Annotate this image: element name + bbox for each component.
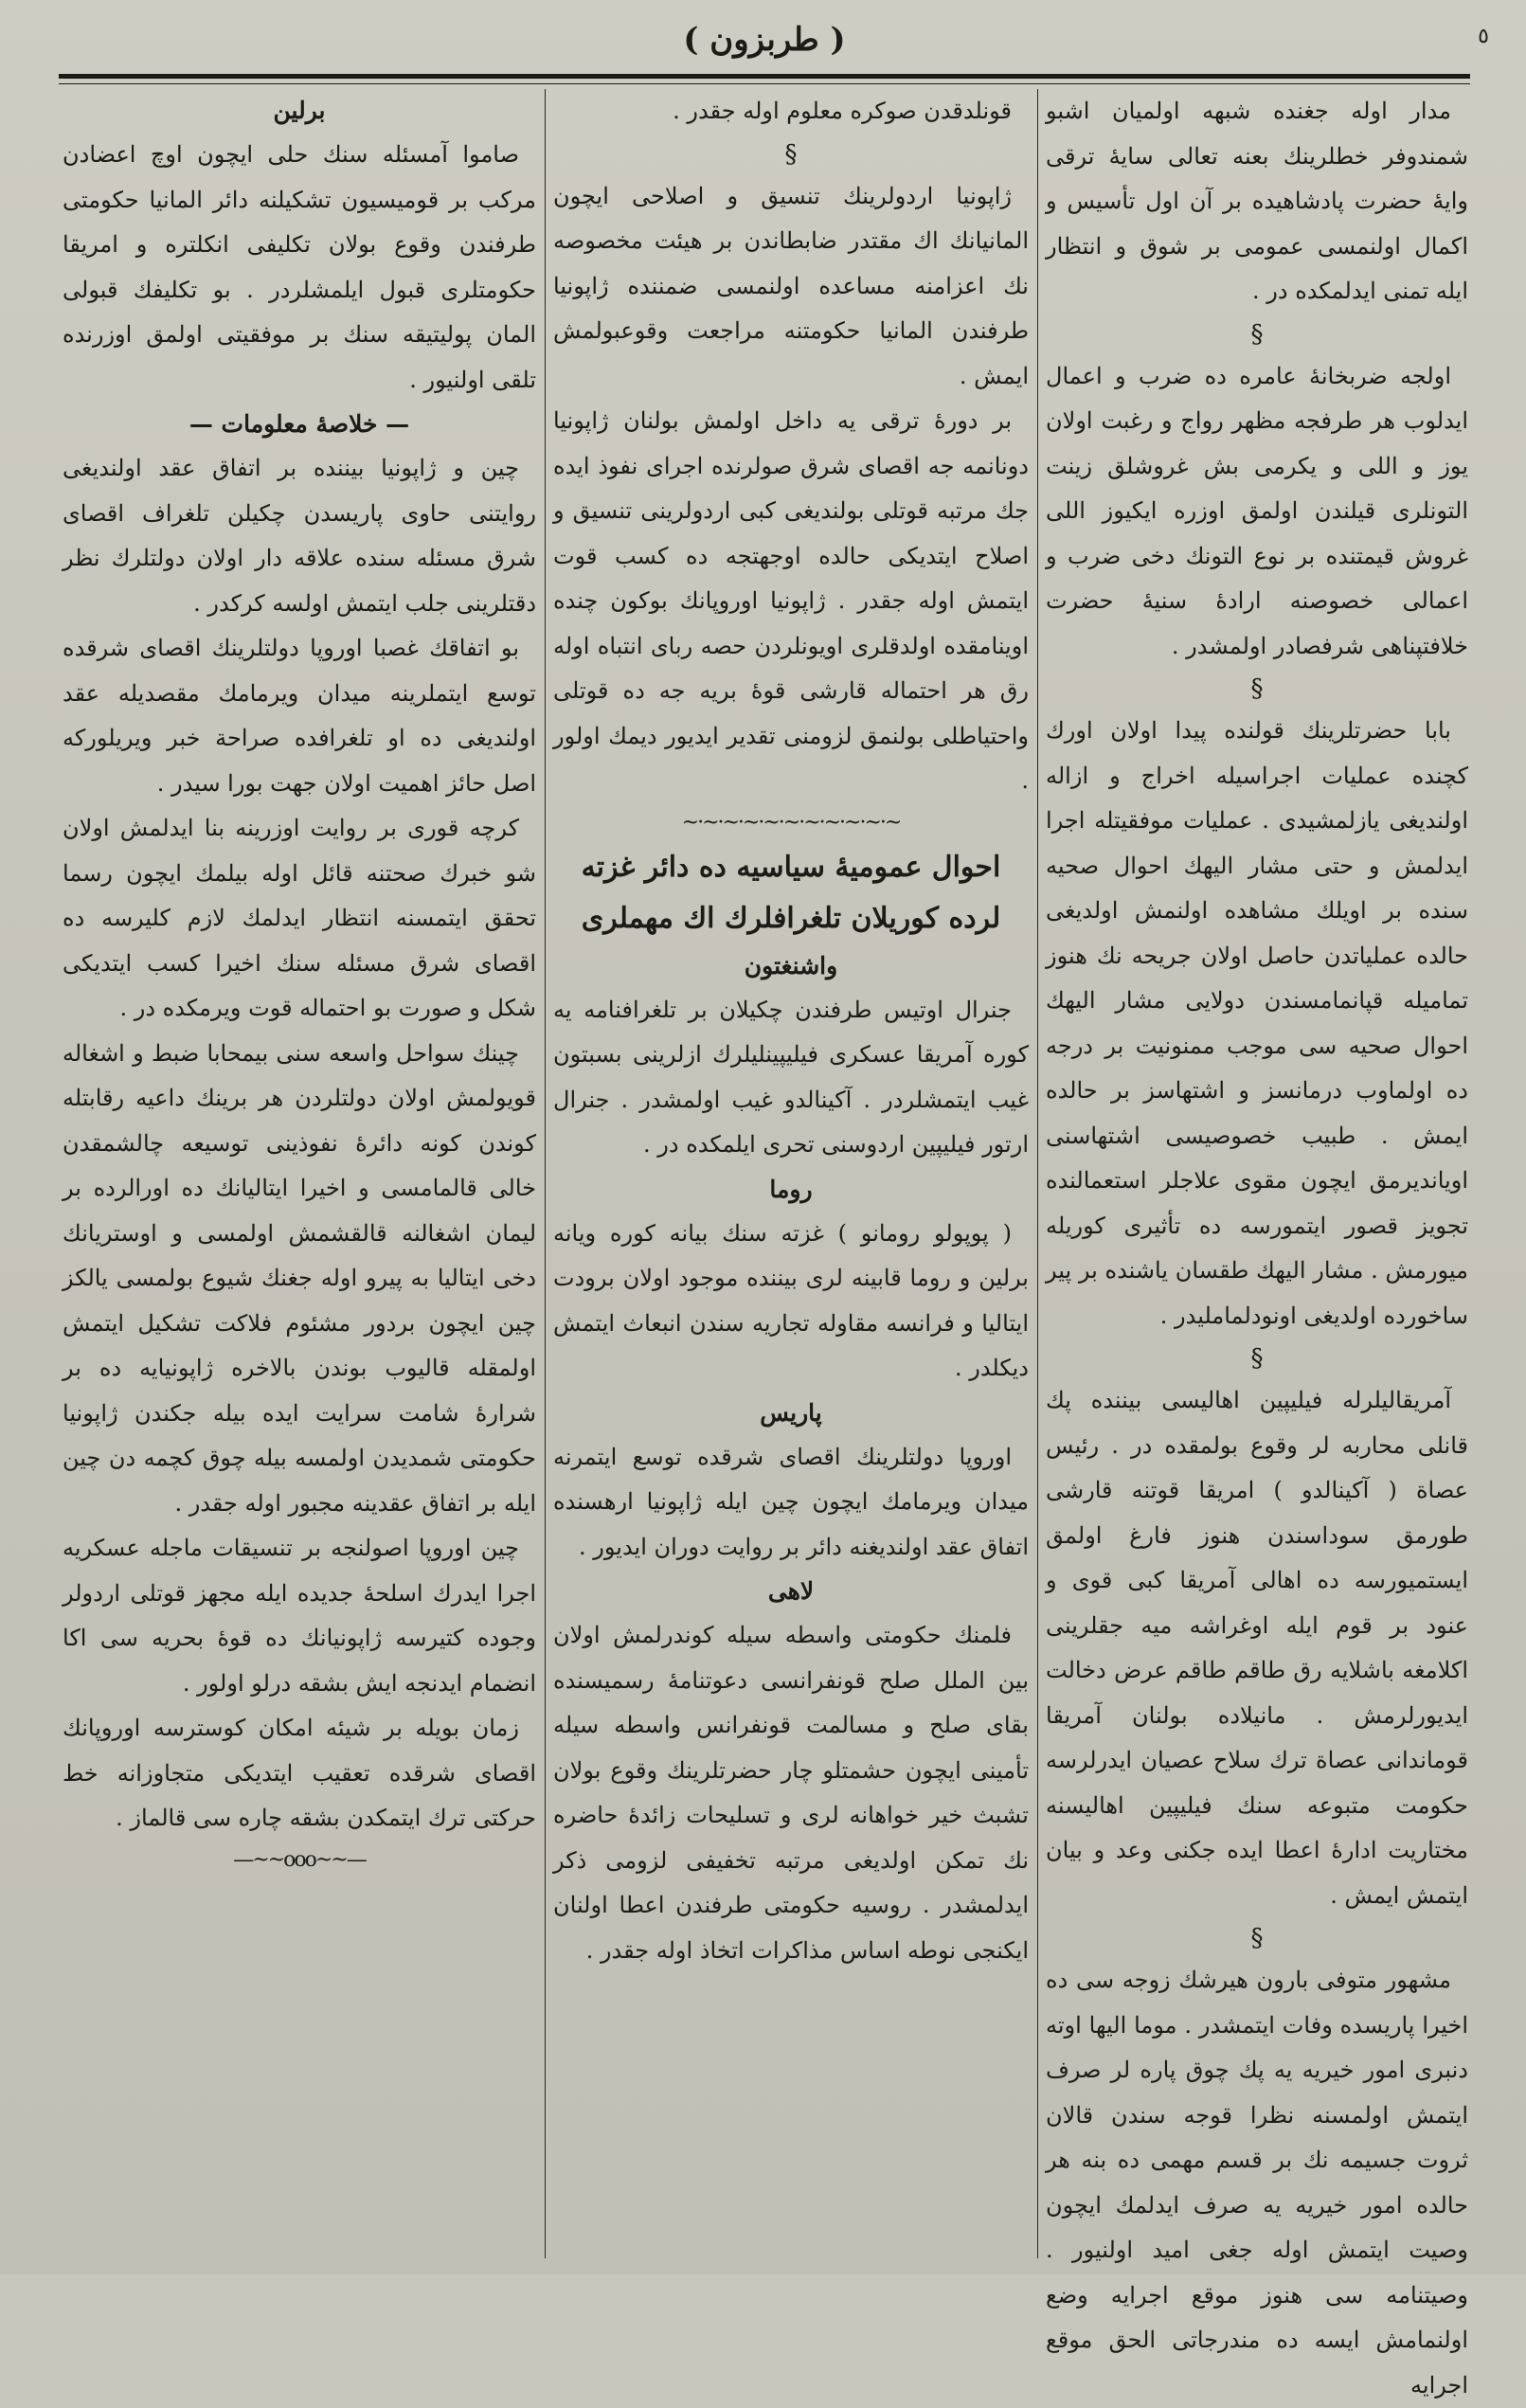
- column-middle: [553, 89, 1029, 2258]
- dateline-berlin: برلين: [273, 97, 326, 124]
- column-left: [63, 89, 536, 2258]
- masthead-rule-thin: [59, 83, 1470, 84]
- paragraph: چينك سواحل واسعه سنى بيمحابا ضبط و اشغاله قويولمش اولان دولتلردن هر برينك داعيه رقابتله كوندن كونه دائرۀ نفوذينى توسيعه چالشمقدن خالى قالمامسى و اخيرا ايتاليانك ده اورالرده بر ليمان اشغالنه قالقشمش اولمسى و اوستريانك دخى ايتاليا به پيرو اوله جغنك شيوع بولمسى يالكز چين ايچون بردور مشئوم فلاكت تشكيل ايتمش اولمقله قاليوب بوندن بالاخره ژاپونيايه ده بر شرارۀ شامت سرايت ايده بيله جكندن ژاپونيا حكومتى شمديدن اولمسه بيله چوق كچمه دن چين ايله بر اتفاق عقدينه مجبور اوله جقدر .: [63, 1039, 536, 1517]
- column-right: [1046, 89, 1468, 2399]
- page-number: ٥: [1478, 25, 1489, 48]
- summary-heading: — خلاصۀ معلومات —: [189, 410, 410, 438]
- paragraph: صاموا آمسئله سنك حلى ايچون اوچ اعضادن مركب بر قوميسيون تشكيلنه دائر المانيا حكومتى طرفندن وقوع بولان تكليفى انكلتره و امريقا حكومتلرى قبول ايلمشلردر . بو تكليفك قبولى المان پوليتيقه سنك بر موفقيتى اولمق اوزرنده تلقى اولنيور .: [63, 141, 536, 393]
- paragraph: اولجه ضربخانۀ عامره ده ضرب و اعمال ايدلوب هر طرفجه مظهر رواج و رغبت اولان يوز و اللى و يكرمى بش غروشلق زينت التونلرى قيلندن اولمق اوزره ايكيوز اللى غروش قيمتنده بر نوع التونك دخى ضرب و اعمالى خصوصنه ارادۀ سنيۀ حضرت خلافتپناهى شرفصادر اولمشدر .: [1046, 362, 1468, 659]
- paragraph: ( پوپولو رومانو ) غزته سنك بيانه كوره ويانه برلين و روما قابينه لرى بيننده موجود اولان برودت ايتاليا و فرانسه مقاوله تجاريه سندن انبعاث ايتمش ديكلدر .: [553, 1219, 1029, 1381]
- paragraph: فلمنك حكومتى واسطه سيله كوندرلمش اولان بين الملل صلح قونفرانسى دعوتنامۀ رسميسنده بقاى صلح و مسالمت قونفرانس واسطه سيله تأمينى ايچون حشمتلو چار حضرتلرينك وقوع بولان تشبث خير خواهانه لرى و تسليحات زائدۀ حاضره نك تمكن اولديغى مرتبه تخفيفى لزومى ذكر ايدلمشدر . روسيه حكومتى طرفندن اعطا اولنان ايكنجى نوطه اساس مذاكرات اتخاذ اوله جقدر .: [553, 1622, 1029, 1964]
- paragraph: چين اوروپا اصولنجه بر تنسيقات ماجله عسكريه اجرا ايدرك اسلحۀ جديده ايله مجهز قوتلى اردولر وجوده كتيرسه ژاپونيانك ده قوۀ بحريه سى اكا انضمام ايدنجه ايش بشقه درلو اولور .: [63, 1535, 536, 1697]
- paragraph: قونلدقدن صوكره معلوم اوله جقدر .: [673, 98, 1012, 124]
- paragraph: بو اتفاقك غصبا اوروپا دولتلرينك اقصاى شرقده توسع ايتملرينه ميدان ويرمامك مقصديله عقد اولنديغى ده او تلغرافده صراحة خبر ويريلوركه اصل حائز اهميت اولان جهت بورا سيدر .: [63, 635, 536, 797]
- section-mark: §: [784, 139, 798, 169]
- masthead: [59, 21, 1489, 68]
- paragraph: بابا حضرتلرينك قولنده پيدا اولان اورك كچنده عمليات اجراسيله اخراج و ازاله اولنديغى يازلمشيدى . عمليات موفقيتله اجرا ايدلمش و حتى مشار اليهك احوال صحيه سنده بر اويلك مشاهده اولنمش اولديغى حالده عملياتدن حاصل اولان جريحه نك هنوز تماميله قپانمامسندن دولايى مشار اليهك احوال صحيه سى موجب ممنونيت بر درجه ده اولماوب درمانسز و اشتهاسز بر حالده ايمش . طبيب خصوصيسى اشتهاسنى اويانديرمق ايچون مقوى علاجلر استعمالنده تجويز قصور ايتمورسه ده تأثيرى كوريله ميورمش . مشار اليهك طقسان ياشنده بر پير ساخورده اولديغى اونودلمامليدر .: [1046, 717, 1468, 1329]
- end-ornament: —~~ooo~~—: [233, 1847, 366, 1872]
- section-mark: §: [1250, 319, 1264, 349]
- section-mark: §: [1250, 674, 1264, 703]
- paragraph: بر دورۀ ترقى يه داخل اولمش بولنان ژاپونيا دونانمه جه اقصاى شرق صولرنده اجراى نفوذ ايده جك مرتبه قوتلى بولنديغى كبى اردولرينى تنسيق و اصلاح ايتديكى حالده اوجهتجه ده كسب قوت ايتمش اوله جقدر . ژاپونيا اوروپانك بوكون چنده اوينامقده اولدقلرى اويونلردن حصه رباى انتباه اوله رق هر احتماله قارشى قوۀ بريه جه ده قوتلى واحتياطلى بولنمق لزومنى تقدير ايديور ديمك اولور .: [553, 407, 1029, 794]
- paragraph: ژاپونيا اردولرينك تنسيق و اصلاحى ايچون المانيانك اك مقتدر ضابطاندن بر هيئت مخصوصه نك اعزامنه مساعده اولنمسى ضمننده ژاپونيا طرفندن المانيا حكومتنه مراجعت وقوعبولمش ايمش .: [553, 182, 1029, 389]
- dateline-hague: لاهى: [767, 1577, 815, 1605]
- paragraph: جنرال اوتيس طرفندن چكيلان بر تلغرافنامه يه كوره آمريقا عسكرى فيليپينليلرك ازلرينى بسبتون غيب ايتمشلردر . آكينالدو غيب اولمشدر . جنرال ارتور فيليپين اردوسنى تحرى ايلمكده در .: [553, 996, 1029, 1158]
- dateline-rome: روما: [769, 1175, 813, 1203]
- paragraph: زمان بويله بر شيئه امكان كوسترسه اوروپانك اقصاى شرقده تعقيب ايتديكى متجاوزانه خط حركتى ترك ايتمكدن بشقه چاره سى قالماز .: [63, 1715, 536, 1831]
- section-mark: §: [1250, 1344, 1264, 1373]
- column-divider-right: [1037, 89, 1038, 2258]
- telegraph-news-heading: احوال عموميۀ سياسيه ده دائر غزته لرده كوريلان تلغرافلرك اك مهملرى: [581, 850, 1001, 935]
- paragraph: اوروپا دولتلرينك اقصاى شرقده توسع ايتمرنه ميدان ويرمامك ايچون چين ايله ژاپونيا ارهسنده اتفاق عقد اولنديغنه دائر بر روايت دوران ايديور .: [553, 1443, 1029, 1560]
- section-mark: §: [1250, 1924, 1264, 1952]
- paragraph: مدار اوله جغنده شبهه اولميان اشبو شمندوفر خطلرينك بعنه تعالى سايۀ ترقى وايۀ حضرت پادشاهيده بر آن اول تأسيس و اكمال اولنمسى عمومى بر شوق و انتظار ايله تمنى ايدلمكده در .: [1046, 98, 1468, 304]
- masthead-rule: [59, 74, 1470, 79]
- ornamental-divider: ~·~·~·~·~·~·~·~·~·~·~: [681, 810, 901, 835]
- paragraph: چين و ژاپونيا بيننده بر اتفاق عقد اولنديغى روايتنى حاوى پاريسدن چكيلن تلغراف اقصاى شرق مسئله سنده علاقه دار اولان دولتلرك نظر دقتلرينى جلب ايتمش اولسه كركدر .: [63, 455, 536, 617]
- paragraph: كرچه قورى بر روايت اوزرينه بنا ايدلمش اولان شو خبرك صحتنه قائل اوله بيلمك ايچون رسما تحقق ايتمسنه انتظار ايدلمك لازم كليرسه ده اقصاى شرق مسئله سنك اخيرا كسب ايتديكى شكل و صورت بو احتماله قوت ويرمكده در .: [63, 815, 536, 1021]
- paragraph: آمريقاليلرله فيليپين اهاليسى بيننده پك قانلى محاربه لر وقوع بولمقده در . رئيس عصاة ( آكينالدو ) امريقا قوتنه قارشى طورمق سوداسندن هنوز فارغ اولمق ايستميورسه ده اهالى آمريقا كبى قوى و عنود بر قوم ايله اوغراشه ميه جقلرينى اكلامغه باشلايه رق طاقم طاقم عرض دخالت ايديورلرمش . مانيلاده بولنان آمريقا قوماندانى عصاة ترك سلاح عصيان ايدرلرسه حكومت متبوعه سنك فيليپين اهاليسنه مختاريت ادارۀ اعطا ايده جكنى وعد و بيان ايتمش ايمش .: [1046, 1387, 1468, 1909]
- paragraph: مشهور متوفى بارون هيرشك زوجه سى ده اخيرا پاريسده وفات ايتمشدر . موما اليها اوته دنبرى امور خيريه يه پك چوق پاره لر صرف ايتمش اولمسنه نظرا قوجه سندن قالان ثروت جسيمه نك بر قسم مهمى ده بنه هر حالده امور خيريه يه صرف ايدلمك ايچون وصيت ايتمش اوله جغى اميد اولنيور . وصيتنامه سى هنوز موقع اجرايه وضع اولنمامش ايسه ده مندرجاتى الحق موقع اجرايه: [1046, 1967, 1468, 2399]
- newspaper-title: ( طربزون ): [683, 21, 846, 59]
- dateline-paris: پاريس: [760, 1398, 822, 1427]
- column-divider-left: [545, 89, 546, 2258]
- dateline-washington: واشنغتون: [744, 951, 838, 979]
